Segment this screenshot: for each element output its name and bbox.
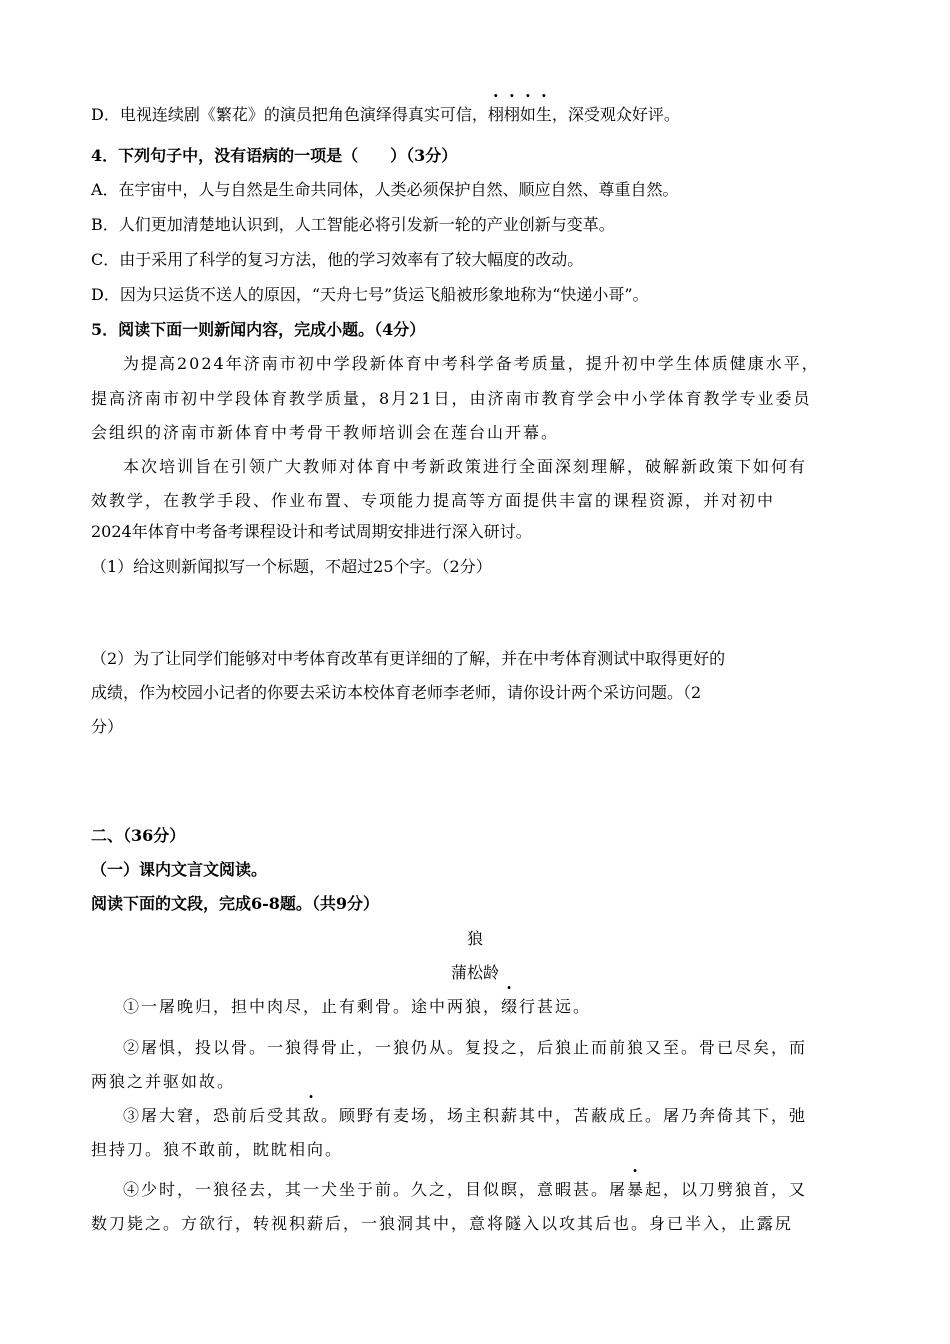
paragraph-3-line2: 担持刀。狼不敢前，眈眈相向。: [91, 1140, 344, 1159]
q3-option-d-before: D．电视连续剧《繁花》的演员把角色演绎得真实可信，: [91, 105, 488, 124]
q4-option-c: C．由于采用了科学的复习方法，他的学习效率有了较大幅度的改动。: [91, 250, 584, 269]
emphasized-char: 如: [519, 105, 536, 124]
q5-sub2-line: 分）: [91, 717, 124, 736]
paragraph-4-line2: 数刀毙之。方欲行，转视积薪后，一狼洞其中，意将隧入以攻其后也。身已半入，止露尻: [91, 1214, 794, 1233]
poem-title: 狼: [466, 929, 483, 948]
emphasized-char: 栩: [503, 105, 520, 124]
emphasized-char: 缀: [501, 997, 520, 1016]
q5-stem: 5．阅读下面一则新闻内容，完成小题。（4分）: [91, 320, 426, 339]
section-subtitle: （一）课内文言文阅读。: [91, 860, 268, 879]
q5-sub1: （1）给这则新闻拟写一个标题，不超过25个字。（2分）: [91, 557, 492, 576]
news-line: 本次培训旨在引领广大教师对体育中考新政策进行全面深刻理解，破解新政策下如何有: [123, 457, 808, 476]
paragraph-4: ④少时，一狼径去，其一犬坐于前。久之，目似瞑，意暇甚。屠暴起，以刀劈狼首，又: [123, 1180, 808, 1199]
paragraph-2-line: 两狼之并驱如故。: [91, 1072, 236, 1091]
emphasized-char: 生: [535, 105, 552, 124]
q5-sub2-line: （2）为了让同学们能够对中考体育改革有更详细的了解，并在中考体育测试中取得更好的: [91, 649, 726, 668]
news-line: 会组织的济南市新体育中考骨干教师培训会在莲台山开幕。: [91, 423, 560, 442]
q5-sub2-line: 成绩，作为校园小记者的你要去采访本校体育老师李老师，请你设计两个采访问题。（2: [91, 683, 702, 702]
news-line: 提高济南市初中学段体育教学质量，8月21日，由济南市教育学会中小学体育教学专业委员: [91, 389, 812, 408]
news-line: 2024年体育中考备考课程设计和考试周期安排进行深入研讨。: [91, 522, 532, 541]
q4-option-a: A．在宇宙中，人与自然是生命共同体，人类必须保护自然、顺应自然、尊重自然。: [91, 180, 679, 199]
q3-option-d: [91, 104, 680, 126]
section-title: 二、（36分）: [91, 826, 186, 845]
q4-stem: 4．下列句子中，没有语病的一项是（ ）（3分）: [91, 146, 458, 165]
section-instruction: 阅读下面的文段，完成6-8题。（共9分）: [91, 894, 380, 913]
emphasized-char: 敌: [303, 1106, 322, 1125]
poem-author: 蒲松龄: [450, 963, 499, 982]
q4-option-b: B．人们更加清楚地认识到，人工智能必将引发新一轮的产业创新与变革。: [91, 215, 615, 234]
news-line: 为提高2024年济南市初中学段新体育中考科学备考质量，提升初中学生体质健康水平，: [123, 354, 820, 373]
paragraph-3: ③屠大窘，恐前后受其敌。顾野有麦场，场主积薪其中，苫蔽成丘。屠乃奔倚其下，弛: [123, 1106, 808, 1125]
paragraph-2-line: ②屠惧，投以骨。一狼得骨止，一狼仍从。复投之，后狼止而前狼又至。骨已尽矣，而: [123, 1038, 808, 1057]
q4-option-d: D．因为只运货不送人的原因，“天舟七号”货运飞船被形象地称为“快递小哥”。: [91, 285, 649, 304]
emphasized-char: 暴: [627, 1180, 646, 1199]
emphasized-char: 栩: [487, 105, 504, 124]
q3-option-d-after: ，深受观众好评。: [551, 105, 680, 124]
paragraph-1: ①一屠晚归，担中肉尽，止有剩骨。途中两狼，缀行甚远。: [123, 997, 592, 1016]
news-line: 效教学，在教学手段、作业布置、专项能力提高等方面提供丰富的课程资源，并对初中: [91, 491, 776, 510]
